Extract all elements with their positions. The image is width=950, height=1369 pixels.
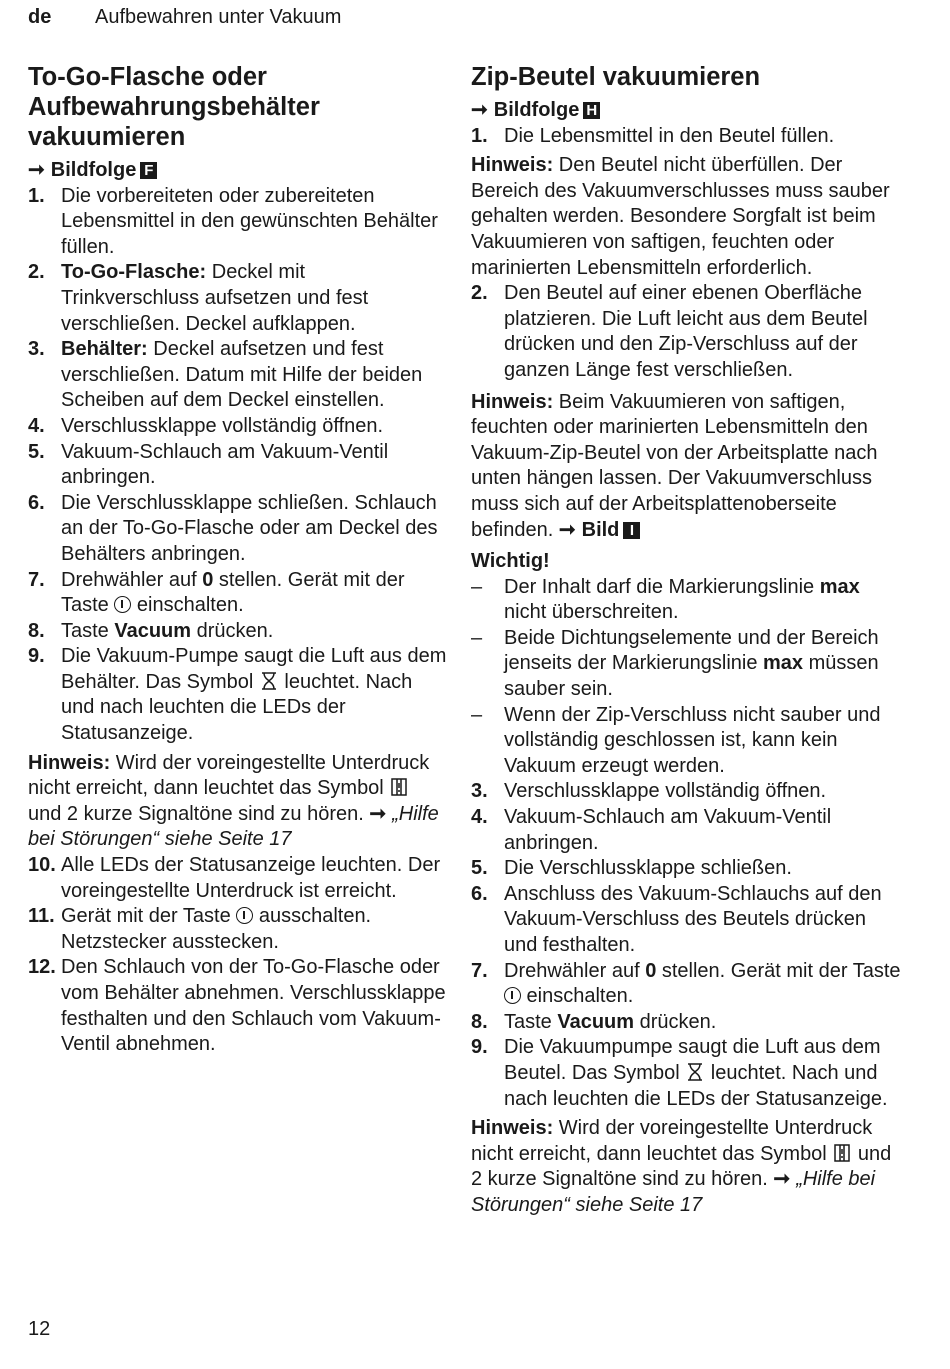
sequence-label: Bildfolge: [493, 99, 580, 121]
note-label: Hinweis:: [471, 1117, 554, 1140]
step-text: Deckel mit Trinkverschluss aufsetzen und fest verschließen. Deckel aufklappen.: [61, 261, 369, 335]
step-5: [471, 856, 901, 882]
right-column: [471, 62, 901, 1219]
step-text: drücken.: [191, 619, 274, 642]
right-note-3: [471, 1116, 901, 1218]
step-number: 4.: [28, 414, 45, 437]
important-list: [471, 575, 901, 780]
right-steps-c: [471, 779, 901, 1112]
step-number: 11.: [28, 905, 55, 928]
step-number: 1.: [28, 184, 45, 207]
step-4: [28, 414, 448, 440]
note-text: Wird der voreingestellte Unterdruck nicht erreicht, dann leuchtet das Symbol: [471, 1117, 873, 1165]
arrow-icon: ➞: [369, 802, 387, 825]
step-5: [28, 440, 448, 491]
left-sequence: [28, 158, 448, 184]
important-item: [471, 703, 901, 780]
step-bold: Vacuum: [114, 619, 192, 642]
sequence-letter: F: [140, 162, 157, 179]
vacuum-hourglass-icon: [259, 671, 279, 691]
dash-bullet: –: [471, 703, 483, 726]
step-text: Gerät mit der Taste: [61, 905, 237, 928]
vacuum-hourglass-icon: [685, 1062, 705, 1082]
right-steps-b: [471, 281, 901, 383]
leak-warning-icon: [389, 777, 409, 797]
left-steps: [28, 184, 448, 747]
note-reference: „Hilfe bei Störungen“ siehe Seite 17: [471, 1168, 876, 1216]
step-9: [28, 644, 448, 746]
sequence-label: Bildfolge: [50, 159, 137, 181]
right-title: Zip-Beutel vakuumieren: [471, 63, 761, 91]
left-title: To-Go-Flasche oder Aufbewahrungsbehälter vakuumieren: [28, 63, 320, 151]
power-button-icon: [504, 987, 521, 1004]
step-7: [471, 959, 901, 1010]
step-6: [471, 882, 901, 959]
step-number: 8.: [28, 619, 45, 642]
right-steps-a: [471, 124, 901, 150]
step-text: einschalten.: [521, 985, 634, 1008]
step-text: ausschalten. Netzstecker ausstecken.: [61, 905, 372, 953]
left-steps-cont: [28, 853, 448, 1058]
step-2: [28, 260, 448, 337]
step-8: [471, 1010, 901, 1036]
step-11: [28, 904, 448, 955]
note-label: Hinweis:: [471, 390, 554, 413]
step-text: Drehwähler auf: [504, 959, 646, 982]
right-note-2: [471, 390, 901, 544]
step-3: [28, 337, 448, 414]
language-code: de: [28, 6, 52, 28]
step-text: Die Lebensmittel in den Beutel füllen.: [504, 124, 835, 147]
step-bold: Vacuum: [557, 1010, 635, 1033]
step-number: 6.: [28, 491, 45, 514]
step-text: Deckel aufsetzen und fest verschließen. Datum mit Hilfe der beiden Scheiben auf dem Deckel einstellen.: [61, 338, 423, 412]
item-text: müssen sauber sein.: [504, 652, 879, 701]
step-bold: Behälter:: [61, 338, 148, 361]
step-8: [28, 619, 448, 645]
important-label: Wichtig!: [471, 550, 550, 573]
left-column: [28, 62, 448, 1058]
step-bold: To-Go-Flasche:: [61, 261, 207, 284]
step-4: [471, 805, 901, 856]
step-text: stellen. Gerät mit der Taste: [656, 959, 901, 982]
step-12: [28, 955, 448, 1057]
step-number: 3.: [28, 338, 45, 361]
step-number: 7.: [28, 568, 45, 591]
step-number: 9.: [471, 1036, 488, 1059]
step-text: Alle LEDs der Statusanzeige leuchten. Der voreingestellte Unterdruck ist erreicht.: [61, 854, 441, 902]
step-text: Die Verschlussklappe schließen. Schlauch an der To-Go-Flasche oder am Deckel des Behälters anbringen.: [61, 491, 438, 565]
item-bold: max: [819, 575, 860, 598]
note-text: und 2 kurze Signaltöne sind zu hören.: [28, 802, 370, 825]
step-text: Die vorbereiteten oder zubereiteten Lebensmittel in den gewünschten Behälter füllen.: [61, 184, 438, 258]
step-text: Anschluss des Vakuum-Schlauchs auf den Vakuum-Verschluss des Beutels drücken und festhalten.: [504, 882, 882, 956]
right-sequence: [471, 98, 901, 124]
power-button-icon: [236, 907, 253, 924]
arrow-icon: ➞: [28, 159, 45, 181]
leak-warning-icon: [832, 1143, 852, 1163]
figure-letter: I: [623, 522, 640, 539]
step-text: drücken.: [634, 1010, 717, 1033]
step-number: 7.: [471, 959, 488, 982]
step-text: Verschlussklappe vollständig öffnen.: [61, 414, 384, 437]
step-7: [28, 568, 448, 619]
note-text: und 2 kurze Signaltöne sind zu hören.: [471, 1142, 892, 1191]
step-number: 3.: [471, 780, 488, 803]
step-number: 2.: [471, 282, 488, 305]
dash-bullet: –: [471, 626, 483, 649]
arrow-icon: ➞: [773, 1168, 791, 1191]
step-6: [28, 491, 448, 568]
note-reference: „Hilfe bei Störungen“ siehe Seite 17: [28, 802, 439, 851]
step-text: Den Schlauch von der To-Go-Flasche oder vom Behälter abnehmen. Verschlussklappe festhalten und den Schlauch vom Vakuum-Ventil abnehmen.: [61, 956, 446, 1056]
arrow-icon: ➞: [558, 518, 576, 541]
page-header: [28, 6, 342, 29]
item-text: Wenn der Zip-Verschluss nicht sauber und vollständig geschlossen ist, kann kein Vakuum erzeugt werden.: [504, 703, 881, 777]
step-text: Drehwähler auf: [61, 568, 203, 591]
step-number: 2.: [28, 261, 45, 284]
step-3: [471, 779, 901, 805]
item-text: nicht überschreiten.: [504, 601, 679, 624]
step-text: Vakuum-Schlauch am Vakuum-Ventil anbringen.: [61, 440, 389, 489]
step-text: leuchtet. Nach und nach leuchten die LEDs der Statusanzeige.: [504, 1061, 888, 1110]
step-text: Verschlussklappe vollständig öffnen.: [504, 780, 827, 803]
left-note: [28, 751, 448, 853]
step-number: 12.: [28, 956, 56, 979]
step-text: einschalten.: [131, 594, 244, 617]
step-number: 5.: [28, 440, 45, 463]
step-text: Die Verschlussklappe schließen.: [504, 857, 792, 880]
item-text: Der Inhalt darf die Markierungslinie: [504, 575, 820, 598]
step-number: 1.: [471, 124, 488, 147]
step-number: 4.: [471, 806, 488, 829]
section-title: Aufbewahren unter Vakuum: [95, 6, 342, 28]
step-text: Die Vakuum-Pumpe saugt die Luft aus dem Behälter. Das Symbol: [61, 645, 447, 693]
important-item: [471, 575, 901, 626]
step-text: leuchtet. Nach und nach leuchten die LEDs der Statusanzeige.: [61, 670, 413, 745]
note-text: Den Beutel nicht überfüllen. Der Bereich des Vakuumverschlusses muss sauber gehalten werden. Besondere Sorgfalt ist beim Vakuumieren von saftigen, feuchten oder marinierten Lebensmitteln erforderlich.: [471, 154, 890, 279]
step-text: Taste: [504, 1010, 558, 1033]
right-note-1: [471, 153, 901, 281]
step-2: [471, 281, 901, 383]
figure-reference: Bild: [581, 518, 620, 541]
arrow-icon: ➞: [471, 99, 488, 121]
step-number: 10.: [28, 854, 56, 877]
note-text: Wird der voreingestellte Unterdruck nicht erreicht, dann leuchtet das Symbol: [28, 751, 430, 800]
step-number: 6.: [471, 882, 488, 905]
step-text: Den Beutel auf einer ebenen Oberfläche platzieren. Die Luft leicht aus dem Beutel drücken und den Zip-Verschluss auf der ganzen Länge fest verschließen.: [504, 282, 868, 381]
step-1: [471, 124, 901, 150]
step-text: stellen. Gerät mit der Taste: [61, 568, 405, 617]
step-9: [471, 1035, 901, 1112]
sequence-letter: H: [583, 102, 600, 119]
dash-bullet: –: [471, 575, 483, 598]
important-item: [471, 626, 901, 703]
page-number: 12: [28, 1318, 51, 1340]
item-text: Beide Dichtungselemente und der Bereich jenseits der Markierungslinie: [504, 626, 879, 675]
step-bold: 0: [202, 568, 214, 591]
step-bold: 0: [645, 959, 657, 982]
note-text: Beim Vakuumieren von saftigen, feuchten oder marinierten Lebensmitteln den Vakuum-Zip-Beutel von der Arbeitsplatte nach unten hängen lassen. Der Vakuumverschluss muss sich auf der Arbeitsplattenoberseite befinden.: [471, 390, 878, 541]
step-1: [28, 184, 448, 261]
note-label: Hinweis:: [471, 154, 554, 177]
step-10: [28, 853, 448, 904]
step-text: Vakuum-Schlauch am Vakuum-Ventil anbringen.: [504, 806, 832, 854]
step-number: 8.: [471, 1010, 488, 1033]
step-text: Taste: [61, 619, 115, 642]
step-number: 9.: [28, 645, 45, 668]
item-bold: max: [763, 652, 804, 675]
power-button-icon: [114, 596, 131, 613]
step-number: 5.: [471, 857, 488, 880]
step-text: Die Vakuumpumpe saugt die Luft aus dem Beutel. Das Symbol: [504, 1036, 881, 1084]
note-label: Hinweis:: [28, 751, 111, 774]
